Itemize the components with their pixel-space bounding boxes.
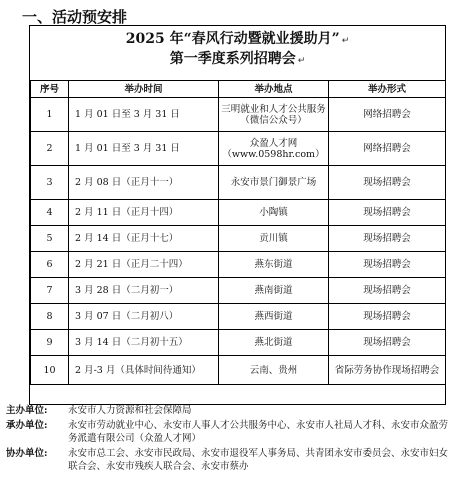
doc-title-line-2	[30, 50, 445, 70]
table-row	[31, 166, 446, 200]
cell-place	[219, 330, 329, 356]
cell-no-text: 2	[46, 143, 53, 154]
cell-form	[329, 166, 446, 200]
cell-form-text: 现场招聘会	[363, 177, 411, 188]
cell-place	[219, 278, 329, 304]
cell-time-text: 3 月 07 日（二月初八）	[75, 311, 179, 322]
cell-place-text: 燕西街道	[254, 311, 293, 322]
cell-form	[329, 252, 446, 278]
cell-time	[69, 278, 219, 304]
co-organizer-text: 永安市总工会、永安市民政局、永安市退役军人事务局、共青团永安市委员会、永安市妇女联合会、永安市残疾人联合会、永安市蔡办	[68, 448, 449, 472]
section-title: 一、活动预安排	[22, 8, 128, 26]
cell-no-text: 9	[46, 337, 53, 348]
cell-time	[69, 356, 219, 385]
cell-place-text: 贡川镇	[259, 233, 288, 244]
cell-no-text: 10	[43, 364, 56, 376]
table-row	[31, 200, 446, 226]
title-block	[30, 30, 445, 70]
schedule-table	[30, 80, 446, 385]
cell-no	[31, 166, 69, 200]
cell-time-text: 2 月-3 月（具体时间待通知）	[75, 364, 201, 376]
cell-time	[69, 166, 219, 200]
cell-time-text: 2 月 11 日（正月十四）	[75, 207, 179, 218]
cell-form-text: 网络招聘会	[363, 143, 411, 154]
footer	[6, 404, 456, 475]
cell-time	[69, 252, 219, 278]
cell-place	[219, 200, 329, 226]
host-row	[6, 404, 456, 417]
table-row	[31, 304, 446, 330]
cell-place-text: 云南、贵州	[249, 364, 298, 376]
cell-form-text: 网络招聘会	[363, 109, 411, 120]
table-row	[31, 330, 446, 356]
table-header-row	[31, 81, 446, 98]
cell-time-text: 2 月 21 日（正月二十四）	[75, 259, 188, 270]
doc-title-line-1-text: 2025 年“春风行动暨就业援助月”	[125, 31, 340, 47]
return-mark-icon: ↵	[341, 36, 350, 46]
cell-place-text: 众盈人才网（www.0598hr.com）	[222, 137, 325, 160]
cell-no	[31, 356, 69, 385]
cell-form-text: 现场招聘会	[363, 233, 411, 244]
cell-form	[329, 226, 446, 252]
cell-no	[31, 200, 69, 226]
cell-place-text: 永安市景门御景广场	[230, 177, 317, 188]
co-organizer-row	[6, 447, 456, 473]
cell-form	[329, 200, 446, 226]
cell-place	[219, 98, 329, 132]
cell-time-text: 1 月 01 日至 3 月 31 日	[75, 143, 180, 154]
header-time: 举办时间	[69, 81, 219, 98]
cell-time-text: 3 月 28 日（二月初一）	[75, 285, 179, 296]
header-place: 举办地点	[219, 81, 329, 98]
cell-time-text: 2 月 14 日（正月十七）	[75, 233, 179, 244]
cell-no	[31, 98, 69, 132]
table-row	[31, 252, 446, 278]
cell-no-text: 5	[46, 233, 53, 244]
cell-no	[31, 330, 69, 356]
cell-time-text: 2 月 08 日（正月十一）	[75, 177, 179, 188]
cell-no	[31, 278, 69, 304]
cell-time	[69, 98, 219, 132]
header-no: 序号	[31, 81, 69, 98]
cell-place	[219, 226, 329, 252]
return-mark-icon: ↵	[297, 56, 306, 66]
cell-no-text: 6	[46, 259, 53, 270]
organizer-text: 永安市劳动就业中心、永安市人事人才公共服务中心、永安市人社局人才科、永安市众盈劳务派遣有限公司（众盈人才网）	[68, 420, 449, 444]
document-page	[29, 25, 446, 405]
host-label: 主办单位:	[6, 405, 48, 416]
cell-time-text: 3 月 14 日（二月初十五）	[75, 337, 188, 348]
cell-place	[219, 132, 329, 166]
table-row	[31, 98, 446, 132]
table-row	[31, 356, 446, 385]
table-row	[31, 278, 446, 304]
cell-time	[69, 200, 219, 226]
cell-place-text: 燕南街道	[254, 285, 293, 296]
cell-place	[219, 166, 329, 200]
table-row	[31, 132, 446, 166]
cell-form-text: 现场招聘会	[363, 285, 411, 296]
organizer-row	[6, 419, 456, 445]
cell-no	[31, 304, 69, 330]
cell-place	[219, 252, 329, 278]
cell-form-text: 省际劳务协作现场招聘会	[334, 364, 440, 376]
cell-form	[329, 132, 446, 166]
cell-form	[329, 356, 446, 385]
cell-time	[69, 304, 219, 330]
cell-form	[329, 98, 446, 132]
cell-no	[31, 252, 69, 278]
cell-time	[69, 226, 219, 252]
organizer-label: 承办单位:	[6, 420, 48, 431]
cell-form	[329, 330, 446, 356]
cell-place	[219, 356, 329, 385]
cell-form	[329, 278, 446, 304]
cell-place-text: 燕北街道	[254, 337, 293, 348]
cell-time-text: 1 月 01 日至 3 月 31 日	[75, 109, 180, 120]
cell-place-text: 燕东街道	[254, 259, 293, 270]
host-text: 永安市人力资源和社会保障局	[68, 405, 192, 416]
header-form: 举办形式	[329, 81, 446, 98]
cell-form-text: 现场招聘会	[363, 337, 411, 348]
cell-no-text: 3	[46, 177, 53, 188]
cell-place-text: 三明就业和人才公共服务（微信公众号）	[221, 103, 326, 126]
cell-no-text: 4	[46, 207, 53, 218]
cell-form-text: 现场招聘会	[363, 207, 411, 218]
cell-time	[69, 330, 219, 356]
cell-form	[329, 304, 446, 330]
cell-no-text: 7	[46, 285, 53, 296]
cell-no-text: 1	[46, 109, 53, 120]
cell-time	[69, 132, 219, 166]
cell-place	[219, 304, 329, 330]
cell-form-text: 现场招聘会	[363, 311, 411, 322]
cell-no-text: 8	[46, 311, 53, 322]
cell-form-text: 现场招聘会	[363, 259, 411, 270]
cell-no	[31, 226, 69, 252]
cell-place-text: 小陶镇	[259, 207, 288, 218]
table-row	[31, 226, 446, 252]
doc-title-line-1	[30, 30, 445, 50]
cell-no	[31, 132, 69, 166]
co-organizer-label: 协办单位:	[6, 448, 48, 459]
doc-title-line-2-text: 第一季度系列招聘会	[169, 51, 296, 67]
